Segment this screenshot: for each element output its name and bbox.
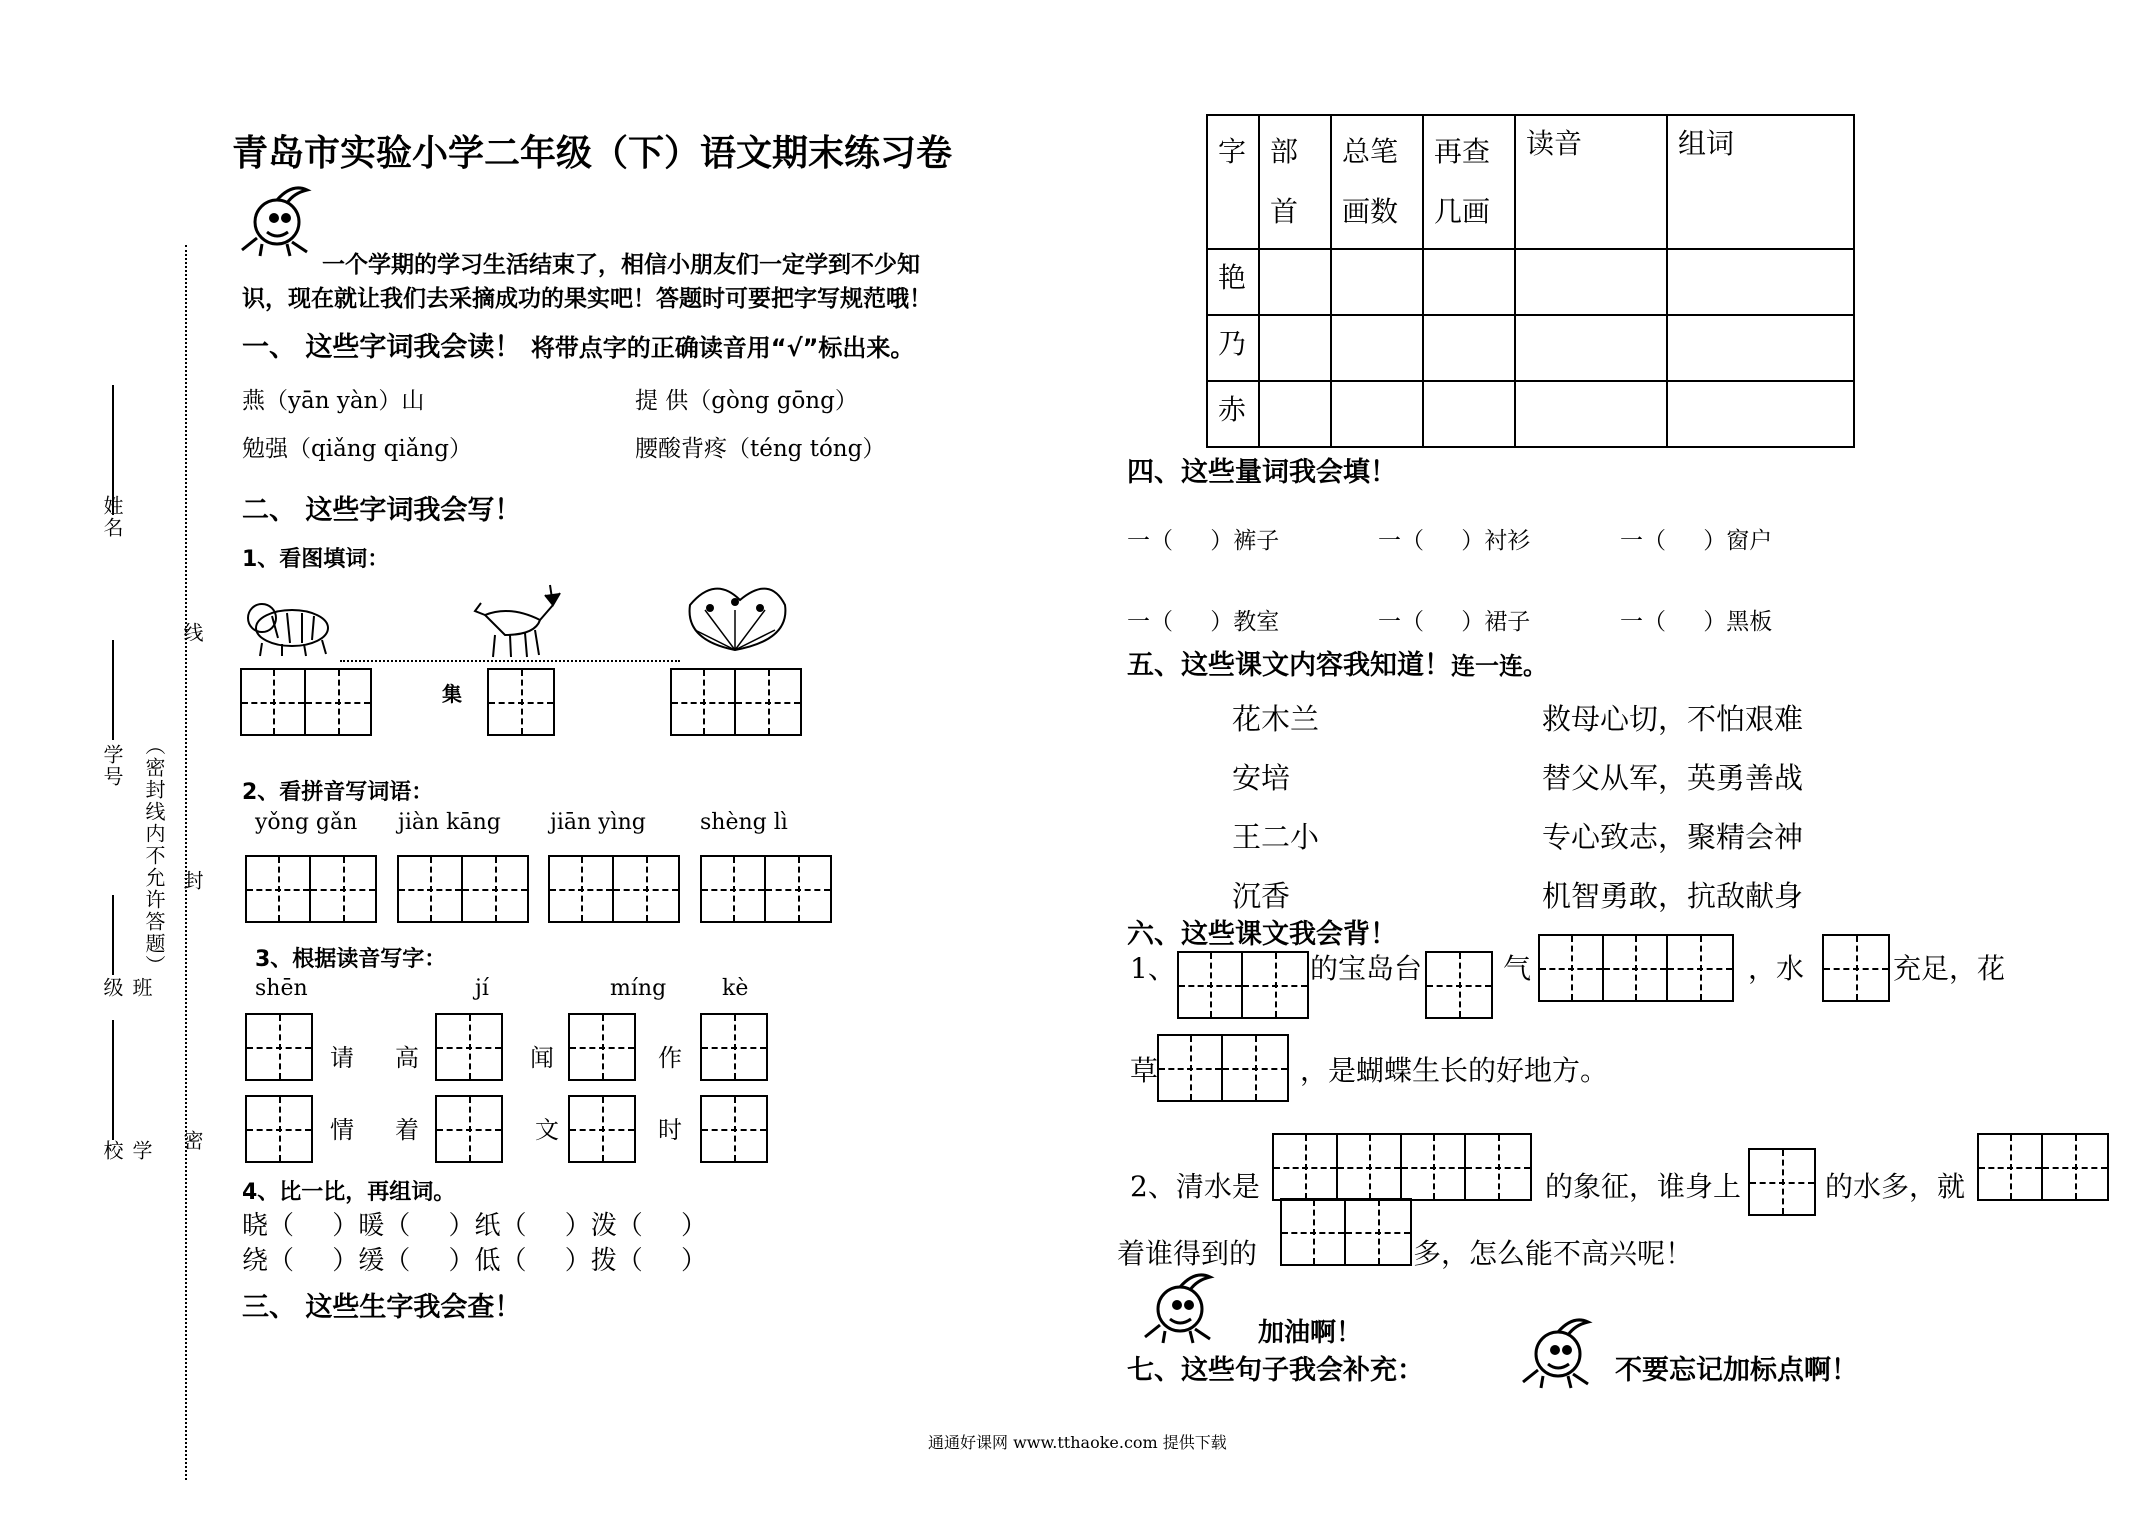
q1-mid-char: 集 [442, 682, 462, 706]
s6-box-2[interactable] [1425, 951, 1493, 1019]
match-left-2: 安培 [1232, 761, 1291, 795]
s6-l3-a: 2、清水是 [1130, 1170, 1260, 1203]
section-3-title: 三、 这些生字我会查！ [242, 1292, 522, 1323]
match-right-2: 替父从军，英勇善战 [1542, 761, 1804, 795]
s6-l2-b: ，是蝴蝶生长的好地方。 [1300, 1054, 1609, 1087]
s1-item-4: 腰酸背疼（téng tóng） [635, 436, 886, 462]
match-right-4: 机智勇敢，抗敌献身 [1542, 879, 1804, 913]
s6-box-3[interactable] [1538, 934, 1734, 1002]
s6-l1-b: 的宝岛台 [1310, 952, 1423, 985]
class-label: 班级 [100, 977, 153, 999]
reading-2: jí [475, 976, 489, 1001]
q3-word-1b: 高 [395, 1044, 419, 1072]
section-5-title: 五、这些课文内容我知道！连一连。 [1127, 650, 1547, 681]
peacock-icon [675, 580, 795, 665]
match-left-3: 王二小 [1232, 820, 1320, 854]
tiger-icon [242, 588, 337, 658]
s1-item-3: 勉强（qiǎng qiǎng） [242, 436, 472, 462]
q3-word-2d: 时 [658, 1116, 682, 1144]
th-char: 字 [1207, 115, 1259, 249]
s6-box-6[interactable] [1272, 1133, 1532, 1201]
row-char-2: 乃 [1207, 315, 1259, 381]
s6-box-8[interactable] [1977, 1133, 2109, 1201]
q3-word-2c: 文 [535, 1116, 559, 1144]
s6-box-1[interactable] [1177, 951, 1309, 1019]
reminder-text: 不要忘记加标点啊！ [1615, 1355, 1858, 1386]
s6-l4-b: 多，怎么能不高兴呢！ [1413, 1237, 1694, 1270]
s2-q3: 3、根据读音写字： [255, 947, 447, 972]
q3-box-2c[interactable] [568, 1095, 636, 1163]
intro-line-1: 一个学期的学习生活结束了，相信小朋友们一定学到不少知 [322, 252, 920, 278]
pinyin-3: jiān yìng [550, 810, 646, 835]
q1-box-tiger[interactable] [240, 668, 372, 736]
q3-word-2b: 着 [395, 1116, 419, 1144]
th-strokes: 总笔画数 [1331, 115, 1423, 249]
pinyin-4: shèng lì [700, 810, 788, 835]
section-4-title: 四、这些量词我会填！ [1127, 457, 1397, 488]
cheer-text: 加油啊！ [1258, 1318, 1363, 1348]
no-answer-note: （密封线内不允许答题） [142, 735, 166, 977]
q1-box-deer[interactable] [487, 668, 555, 736]
q3-box-1a[interactable] [245, 1013, 313, 1081]
char-lookup-table [1206, 114, 1855, 448]
match-right-3: 专心致志，聚精会神 [1542, 820, 1804, 854]
s6-box-5[interactable] [1157, 1034, 1289, 1102]
s6-l3-c: 的水多，就 [1825, 1170, 1966, 1203]
q2-box-3[interactable] [548, 855, 680, 923]
q2-box-4[interactable] [700, 855, 832, 923]
name-label: 姓名 [100, 495, 124, 539]
reading-4: kè [722, 976, 749, 1001]
s6-l1-d: ，水 [1748, 952, 1805, 985]
s1-item-1: 燕（yān yàn）山 [242, 388, 425, 414]
line-label: 线 [180, 622, 204, 644]
seal-label: 封 [180, 870, 204, 892]
match-right-1: 救母心切，不怕艰难 [1542, 702, 1804, 736]
mascot-icon-cheer [1130, 1265, 1225, 1345]
mascot-icon [232, 178, 317, 258]
s2-q4: 4、比一比，再组词。 [242, 1180, 456, 1205]
q1-box-peacock[interactable] [670, 668, 802, 736]
s6-l4-a: 着谁得到的 [1117, 1237, 1258, 1270]
q3-word-1a: 请 [330, 1044, 354, 1072]
q3-box-2a[interactable] [245, 1095, 313, 1163]
s1-item-2: 提 供（gòng gōng） [635, 388, 858, 414]
measure-2: 一（ ）衬衫 [1378, 528, 1531, 554]
s6-l1-e: 充足，花 [1893, 952, 2006, 985]
match-left-1: 花木兰 [1232, 702, 1320, 736]
q3-word-1c: 闻 [530, 1044, 554, 1072]
compare-row-2: 绕（ ）缓（ ）低（ ）拨（ ） [242, 1246, 708, 1276]
s2-q1: 1、看图填词： [242, 547, 390, 572]
secret-label: 密 [180, 1130, 204, 1152]
s6-box-7[interactable] [1748, 1148, 1816, 1216]
page-title: 青岛市实验小学二年级（下）语文期末练习卷 [232, 133, 953, 174]
compare-row-1: 晓（ ）暖（ ）纸（ ）泼（ ） [242, 1211, 708, 1241]
q3-word-2a: 情 [330, 1116, 354, 1144]
q2-box-1[interactable] [245, 855, 377, 923]
number-label: 学号 [100, 744, 124, 788]
pinyin-1: yǒng gǎn [255, 810, 358, 835]
pinyin-2: jiàn kāng [398, 810, 501, 835]
q3-box-1b[interactable] [435, 1013, 503, 1081]
s6-box-4[interactable] [1822, 934, 1890, 1002]
q3-word-1d: 作 [658, 1044, 682, 1072]
q3-box-2d[interactable] [700, 1095, 768, 1163]
s6-l3-b: 的象征，谁身上 [1545, 1170, 1742, 1203]
s6-l1-c: 气 [1503, 952, 1532, 985]
reading-3: míng [610, 976, 667, 1001]
row-char-1: 艳 [1207, 249, 1259, 315]
measure-5: 一（ ）裙子 [1378, 609, 1531, 635]
measure-6: 一（ ）黑板 [1620, 609, 1773, 635]
q2-box-2[interactable] [397, 855, 529, 923]
q3-box-1d[interactable] [700, 1013, 768, 1081]
s6-l2-a: 草 [1130, 1054, 1159, 1087]
picture-dotted-line [340, 660, 680, 662]
th-radical: 部首 [1259, 115, 1331, 249]
school-label: 学校 [100, 1140, 153, 1162]
mascot-icon-reminder [1508, 1310, 1603, 1390]
s6-l1-a: 1、 [1130, 952, 1176, 985]
s6-box-9[interactable] [1280, 1198, 1412, 1266]
section-1-title: 一、 这些字词我会读！ 将带点字的正确读音用“√”标出来。 [242, 332, 915, 363]
section-7-title: 七、这些句子我会补充： [1127, 1355, 1424, 1386]
match-left-4: 沉香 [1232, 879, 1291, 913]
seal-line [185, 245, 187, 1480]
measure-3: 一（ ）窗户 [1620, 528, 1773, 554]
measure-4: 一（ ）教室 [1127, 609, 1280, 635]
footer-credit: 通通好课网 www.tthaoke.com 提供下载 [928, 1433, 1227, 1452]
deer-icon [465, 575, 565, 660]
row-char-3: 赤 [1207, 381, 1259, 447]
th-reading: 读音 [1515, 115, 1667, 249]
section-6-title: 六、这些课文我会背！ [1127, 919, 1397, 950]
th-words: 组词 [1667, 115, 1854, 249]
measure-1: 一（ ）裤子 [1127, 528, 1280, 554]
s2-q2: 2、看拼音写词语： [242, 780, 434, 805]
q3-box-2b[interactable] [435, 1095, 503, 1163]
intro-line-2: 识，现在就让我们去采摘成功的果实吧！答题时可要把字写规范哦！ [242, 286, 932, 312]
reading-1: shēn [255, 976, 308, 1001]
th-extra-strokes: 再查几画 [1423, 115, 1515, 249]
section-2-title: 二、 这些字词我会写！ [242, 495, 522, 526]
q3-box-1c[interactable] [568, 1013, 636, 1081]
